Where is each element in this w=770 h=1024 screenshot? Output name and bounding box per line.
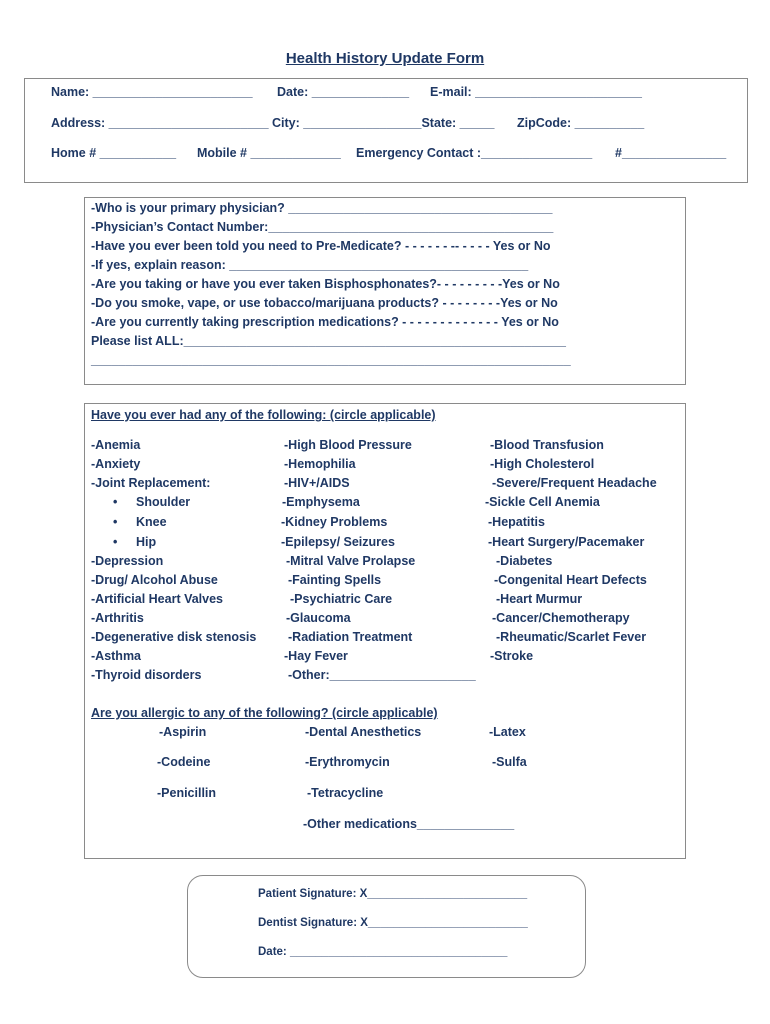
prescription-question[interactable]: -Are you currently taking prescription medications? - - - - - - - - - - - - - Yes or No xyxy=(91,315,559,329)
condition-item[interactable]: -Rheumatic/Scarlet Fever xyxy=(496,630,647,644)
allergy-item[interactable]: -Dental Anesthetics xyxy=(305,725,422,739)
primary-physician-question[interactable]: -Who is your primary physician? ______________________________________ xyxy=(91,201,553,215)
condition-item[interactable]: -Glaucoma xyxy=(286,611,351,625)
conditions-heading: Have you ever had any of the following: (circle applicable) xyxy=(91,408,436,422)
allergy-item[interactable]: -Latex xyxy=(489,725,526,739)
condition-item[interactable]: -Heart Murmur xyxy=(496,592,583,606)
allergy-item[interactable]: -Sulfa xyxy=(492,755,527,769)
explain-reason-question[interactable]: -If yes, explain reason: ___________________________________________ xyxy=(91,258,529,272)
date-field[interactable]: Date: ______________ xyxy=(277,85,410,99)
emergency-contact-field[interactable]: Emergency Contact :________________ xyxy=(356,146,593,160)
condition-item[interactable]: -Congenital Heart Defects xyxy=(494,573,647,587)
condition-item[interactable]: -HIV+/AIDS xyxy=(284,476,350,490)
condition-item[interactable]: -Hay Fever xyxy=(284,649,348,663)
condition-item[interactable]: -Fainting Spells xyxy=(288,573,382,587)
condition-item[interactable]: -Anemia xyxy=(91,438,141,452)
condition-item[interactable]: -Depression xyxy=(91,554,164,568)
condition-item[interactable]: Hip xyxy=(136,535,157,549)
patient-signature-field[interactable]: Patient Signature: X_________________________ xyxy=(258,888,528,900)
bisphosphonates-question[interactable]: -Are you taking or have you ever taken Bisphosphonates?- - - - - - - - -Yes or No xyxy=(91,277,560,291)
pre-medicate-question[interactable]: -Have you ever been told you need to Pre-Medicate? - - - - - - -- - - - - Yes or No xyxy=(91,239,551,253)
address-city-state-field[interactable]: Address: _______________________ City: _________________State: _____ xyxy=(51,116,495,130)
signature-date-field[interactable]: Date: __________________________________ xyxy=(258,946,508,958)
bullet-icon: • xyxy=(113,535,118,549)
bullet-icon: • xyxy=(113,495,118,509)
dentist-signature-field[interactable]: Dentist Signature: X_________________________ xyxy=(258,917,528,929)
condition-item[interactable]: -Stroke xyxy=(490,649,534,663)
other-medications-field[interactable]: -Other medications______________ xyxy=(303,817,515,831)
condition-item[interactable]: -High Blood Pressure xyxy=(284,438,412,452)
condition-item[interactable]: -Hemophilia xyxy=(284,457,356,471)
zipcode-field[interactable]: ZipCode: __________ xyxy=(517,116,645,130)
tobacco-question[interactable]: -Do you smoke, vape, or use tobacco/marijuana products? - - - - - - - -Yes or No xyxy=(91,296,558,310)
condition-item[interactable]: -Artificial Heart Valves xyxy=(91,592,224,606)
form-title: Health History Update Form xyxy=(285,50,485,67)
condition-item[interactable]: -Diabetes xyxy=(496,554,553,568)
condition-item[interactable]: -Severe/Frequent Headache xyxy=(492,476,657,490)
home-phone-field[interactable]: Home # ___________ xyxy=(51,146,177,160)
emergency-number-field[interactable]: #_______________ xyxy=(615,146,727,160)
condition-item[interactable]: -Degenerative disk stenosis xyxy=(91,630,257,644)
condition-item[interactable]: -Emphysema xyxy=(282,495,360,509)
physician-contact-question[interactable]: -Physician’s Contact Number:_________________________________________ xyxy=(91,220,554,234)
bullet-icon: • xyxy=(113,515,118,529)
allergies-heading: Are you allergic to any of the following? (circle applicable) xyxy=(91,706,438,720)
allergy-item[interactable]: -Erythromycin xyxy=(305,755,390,769)
condition-item[interactable]: -Mitral Valve Prolapse xyxy=(286,554,416,568)
email-field[interactable]: E-mail: ________________________ xyxy=(430,85,642,99)
condition-item[interactable]: -Drug/ Alcohol Abuse xyxy=(91,573,218,587)
condition-item[interactable]: -Psychiatric Care xyxy=(290,592,393,606)
condition-item[interactable]: -Hepatitis xyxy=(488,515,545,529)
condition-item[interactable]: -Epilepsy/ Seizures xyxy=(281,535,395,549)
condition-item[interactable]: -Cancer/Chemotherapy xyxy=(492,611,630,625)
condition-item[interactable]: -Heart Surgery/Pacemaker xyxy=(488,535,645,549)
other-condition-field[interactable]: -Other:_____________________ xyxy=(288,668,476,682)
medication-list-line[interactable]: _____________________________________________________________________ xyxy=(91,353,571,367)
allergy-item[interactable]: -Tetracycline xyxy=(307,786,384,800)
name-field[interactable]: Name: _______________________ xyxy=(51,85,253,99)
condition-item[interactable]: Shoulder xyxy=(136,495,191,509)
medication-list-field[interactable]: Please list ALL:_______________________________________________________ xyxy=(91,334,566,348)
condition-item[interactable]: -Arthritis xyxy=(91,611,144,625)
condition-item[interactable]: -Anxiety xyxy=(91,457,141,471)
condition-item[interactable]: -Joint Replacement: xyxy=(91,476,211,490)
condition-item[interactable]: -Radiation Treatment xyxy=(288,630,413,644)
condition-item[interactable]: -Blood Transfusion xyxy=(490,438,604,452)
mobile-phone-field[interactable]: Mobile # _____________ xyxy=(197,146,341,160)
condition-item[interactable]: -High Cholesterol xyxy=(490,457,595,471)
allergy-item[interactable]: -Penicillin xyxy=(157,786,217,800)
condition-item[interactable]: -Asthma xyxy=(91,649,142,663)
condition-item[interactable]: Knee xyxy=(136,515,167,529)
allergy-item[interactable]: -Codeine xyxy=(157,755,211,769)
condition-item[interactable]: -Kidney Problems xyxy=(281,515,388,529)
condition-item[interactable]: -Thyroid disorders xyxy=(91,668,202,682)
allergy-item[interactable]: -Aspirin xyxy=(159,725,207,739)
condition-item[interactable]: -Sickle Cell Anemia xyxy=(485,495,600,509)
